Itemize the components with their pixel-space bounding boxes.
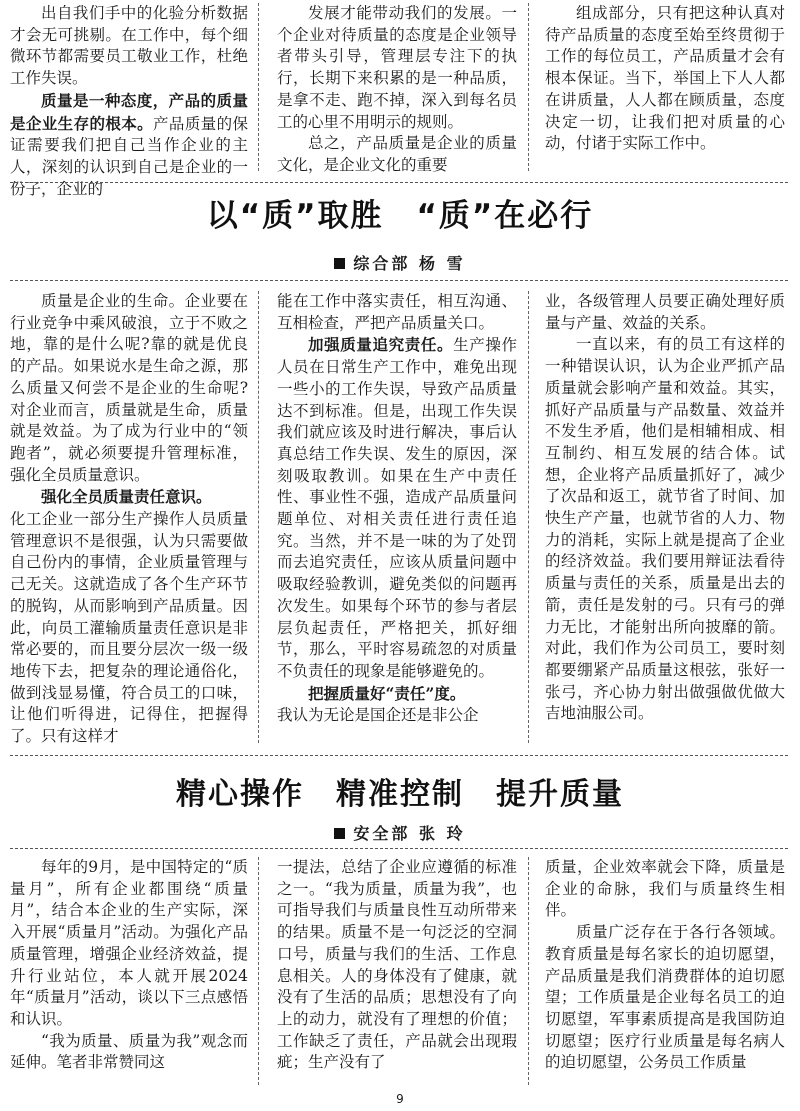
article-1-column-2: [277, 291, 517, 751]
paragraph: 出自我们手中的化验分析数据才会无可挑剔。在工作中，每个细微环节都需要员工敬业工作，杜绝工作失误。: [10, 4, 248, 88]
subheading: 质量是一种态度，产品的质量是企业生存的根本。: [10, 90, 248, 133]
section-divider: [10, 755, 788, 756]
article-2-author: 安全部 张 玲: [353, 824, 466, 843]
article-2-column-3: [545, 857, 785, 1089]
paragraph: [277, 334, 517, 682]
paragraph: 一提法，总结了企业应遵循的标准之一。“我为质量，质量为我”，也可指导我们与质量良性互动所带来的结果。质量不是一句泛泛的空洞口号，质量与我们的生活、工作息息相关。人的身体没有了健康，就没有了生活的品质；思想没有了向上的动力，就没有了理想的价值；工作缺乏了责任，产品就会出现瑕疵；生产没有了: [277, 858, 517, 1072]
article-1-byline: [0, 251, 800, 274]
paragraph: 化工企业一部分生产操作人员质量管理意识不是很强，认为只需要做自己份内的事情，企业质量管理与己无关。这就造成了各个生产环节的脱钩，从而影响到产品质量。因此，向员工灌输质量责任意识是非常必要的，而且要分层次一级一级地传下去，把复杂的理论通俗化，做到浅显易懂，符合员工的口味，让他们听得进，记得住，把握得了。只有这样才: [10, 510, 248, 746]
section-divider: [10, 182, 788, 183]
paragraph: 发展才能带动我们的发展。一个企业对待质量的态度是企业领导者带头引导，管理层专注下的执行，长期下来积累的是一种品质，是拿不走、跑不掉，深入到每名员工的心里不用明示的规则。: [277, 4, 517, 131]
paragraph-text: 产品质量的保证需要我们把自己当作企业的主人，深刻的认识到自己是企业的一份子，企业的: [10, 114, 248, 198]
subheading: 加强质量追究责任。: [308, 335, 454, 355]
article-1-column-1: [10, 291, 248, 751]
page-number: 9: [396, 1092, 404, 1106]
paragraph: [10, 486, 248, 509]
column-divider: [258, 3, 259, 171]
paragraph: 总之，产品质量是企业的质量文化，是企业文化的重要: [277, 134, 517, 174]
paragraph: 质量，企业效率就会下降，质量是企业的命脉，我们与质量终生相伴。: [545, 858, 785, 920]
paragraph-text: 生产操作人员在日常生产工作中，难免出现一些小的工作失误，导致产品质量达不到标准。但是，出现工作失误我们就应该及时进行解决，事后认真总结工作失误、发生的原因，深刻吸取教训。如果在生产中责任性、事业性不强，造成产品质量问题单位、对相关责任进行责任追究。当然，并不是一味的为了处罚而去追究责任，应该从质量问题中吸取经验教训，避免类似的问题再次发生。如果每个环节的参与者层层负起责任，严格把关，抓好细节，那么，平时容易疏忽的对质量不负责任的现象是能够避免的。: [277, 336, 517, 680]
article-1-column-3: [545, 291, 785, 751]
paragraph: 质量广泛存在于各行各领域。教育质量是每名家长的迫切愿望，产品质量是我们消费群体的迫切愿望；工作质量是企业每名员工的迫切愿望，军事素质提高是我国防迫切愿望；医疗行业质量是每名病人的迫切愿望，公务员工作质量: [545, 923, 785, 1072]
paragraph: “我为质量、质量为我”观念而延伸。笔者非常赞同这: [10, 1031, 248, 1072]
column-divider: [528, 291, 529, 743]
top-column-2: [277, 3, 517, 175]
article-2-title: 精心操作 精准控制 提升质量: [176, 777, 624, 812]
top-column-3: [545, 3, 785, 175]
paragraph: 每年的9月，是中国特定的“质量月”，所有企业都围绕“质量月”，结合本企业的生产实际，深入开展“质量月”活动。为强化产品质量管理，增强企业经济效益，提升行业站位，本人就开展2024年“质量月”活动，谈以下三点感悟和认识。: [10, 858, 248, 1028]
section-divider: [10, 280, 788, 281]
paragraph: 能在工作中落实责任，相互沟通、互相检查，严把产品质量关口。: [277, 292, 517, 332]
column-divider: [258, 291, 259, 743]
paragraph: 业，各级管理人员要正确处理好质量与产量、效益的关系。: [545, 292, 785, 332]
subheading: 强化全员质量责任意识。: [41, 487, 212, 507]
article-1-title: 以“质”取胜 “质”在必行: [206, 198, 594, 234]
section-divider: [10, 848, 788, 849]
paragraph: [10, 90, 248, 201]
byline-square-icon: [334, 258, 345, 269]
column-divider: [258, 857, 259, 1085]
article-1-author: 综合部 杨 雪: [353, 254, 466, 273]
subheading: 把握质量好“责任”度。: [308, 683, 466, 703]
byline-square-icon: [334, 828, 345, 839]
article-2-column-2: [277, 857, 517, 1089]
article-2-byline: [0, 821, 800, 844]
column-divider: [528, 857, 529, 1085]
column-divider: [528, 3, 529, 171]
paragraph: 质量是企业的生命。企业要在行业竞争中乘风破浪，立于不败之地，靠的是什么呢?靠的就是优良的产品。如果说水是生命之源，那么质量又何尝不是企业的生命呢? 对企业而言，质量就是生命，质量就是效益。为了成为行业中的“领跑者”，就必须要提升管理标准，强化全员质量意识。: [10, 292, 248, 484]
paragraph: 我认为无论是国企还是非公企: [277, 706, 479, 725]
paragraph: [277, 683, 517, 706]
article-2-column-1: [10, 857, 248, 1089]
top-column-1: [10, 3, 248, 198]
paragraph: 组成部分，只有把这种认真对待产品质量的态度至始至终贯彻于工作的每位员工，产品质量才会有根本保证。当下，举国上下人人都在讲质量，人人都在顾质量，态度决定一切，让我们把对质量的心动，付诸于实际工作中。: [545, 4, 785, 153]
paragraph: 一直以来，有的员工有这样的一种错误认识，认为企业严抓产品质量就会影响产量和效益。其实，抓好产品质量与产品数量、效益并不发生矛盾，他们是相辅相成、相互制约、相互发展的结合体。试想，企业将产品质量抓好了，减少了次品和返工，就节省了时间、加快生产产量，也就节省的人力、物力的消耗，实际上就是提高了企业的经济效益。我们要用辩证法看待质量与责任的关系，质量是出去的箭，责任是发射的弓。只有弓的弹力无比，才能射出所向披靡的箭。对此，我们作为公司员工，要时刻都要绷紧产品质量这根弦，张好一张弓，齐心协力射出做强做优做大吉地油服公司。: [545, 335, 785, 723]
